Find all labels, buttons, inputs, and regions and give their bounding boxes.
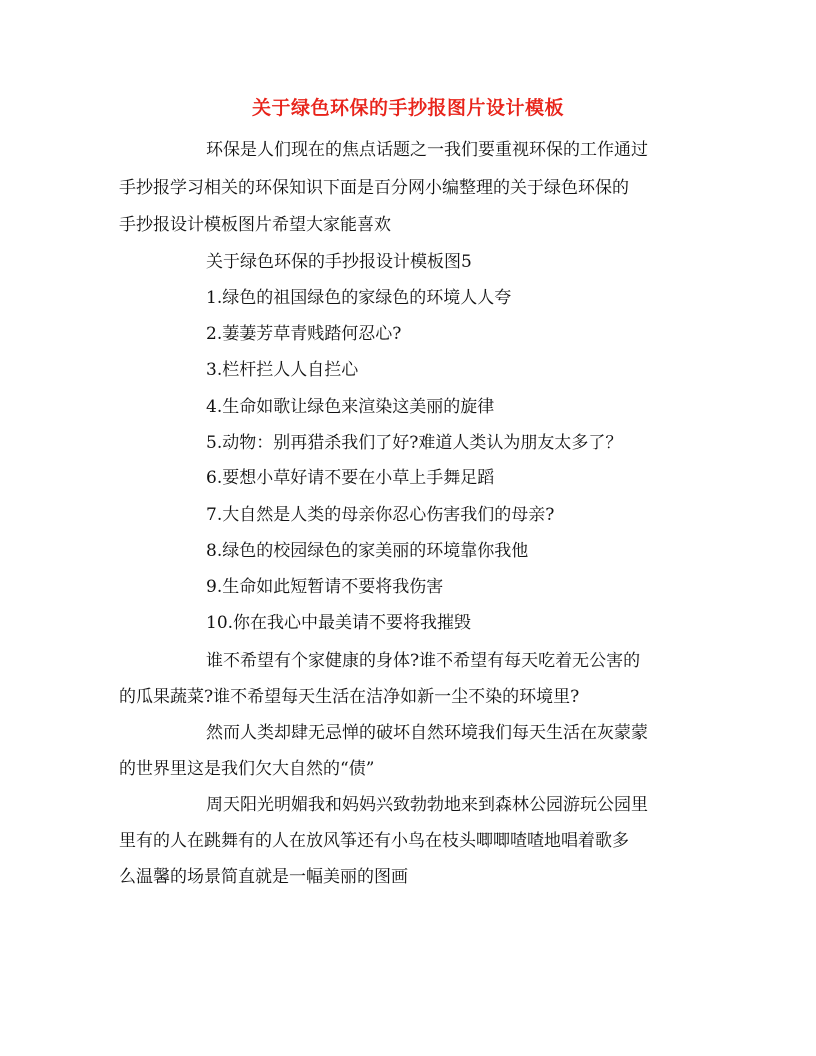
slogan-item: 3.栏杆拦人人自拦心 bbox=[206, 360, 359, 380]
paragraph-line: 然而人类却肆无忌惮的破坏自然环境我们每天生活在灰蒙蒙 bbox=[206, 723, 648, 743]
intro-line: 手抄报学习相关的环保知识下面是百分网小编整理的关于绿色环保的 bbox=[119, 178, 629, 198]
slogan-item: 8.绿色的校园绿色的家美丽的环境靠你我他 bbox=[206, 541, 529, 561]
paragraph-line: 里有的人在跳舞有的人在放风筝还有小鸟在枝头唧唧喳喳地唱着歌多 bbox=[119, 831, 629, 851]
paragraph-line: 周天阳光明媚我和妈妈兴致勃勃地来到森林公园游玩公园里 bbox=[206, 795, 648, 815]
intro-line: 环保是人们现在的焦点话题之一我们要重视环保的工作通过 bbox=[206, 140, 648, 160]
section-subheading: 关于绿色环保的手抄报设计模板图5 bbox=[206, 252, 472, 272]
slogan-item: 5.动物：别再猎杀我们了好?难道人类认为朋友太多了？ bbox=[206, 433, 623, 453]
page-title: 关于绿色环保的手抄报图片设计模板 bbox=[251, 97, 564, 119]
slogan-item: 4.生命如歌让绿色来渲染这美丽的旋律 bbox=[206, 397, 495, 417]
paragraph-line: 的瓜果蔬菜?谁不希望每天生活在洁净如新一尘不染的环境里? bbox=[119, 687, 580, 707]
paragraph-line: 谁不希望有个家健康的身体?谁不希望有每天吃着无公害的 bbox=[206, 651, 641, 671]
slogan-item: 1.绿色的祖国绿色的家绿色的环境人人夸 bbox=[206, 288, 512, 308]
slogan-item: 7.大自然是人类的母亲你忍心伤害我们的母亲? bbox=[206, 505, 555, 525]
intro-line: 手抄报设计模板图片希望大家能喜欢 bbox=[119, 215, 391, 235]
slogan-item: 6.要想小草好请不要在小草上手舞足蹈 bbox=[206, 468, 495, 488]
paragraph-line: 么温馨的场景简直就是一幅美丽的图画 bbox=[119, 867, 408, 887]
slogan-item: 9.生命如此短暂请不要将我伤害 bbox=[206, 577, 444, 597]
slogan-item: 10.你在我心中最美请不要将我摧毁 bbox=[206, 613, 472, 633]
paragraph-line: 的世界里这是我们欠大自然的“债” bbox=[119, 759, 375, 779]
slogan-item: 2.萋萋芳草青贱踏何忍心? bbox=[206, 324, 402, 344]
